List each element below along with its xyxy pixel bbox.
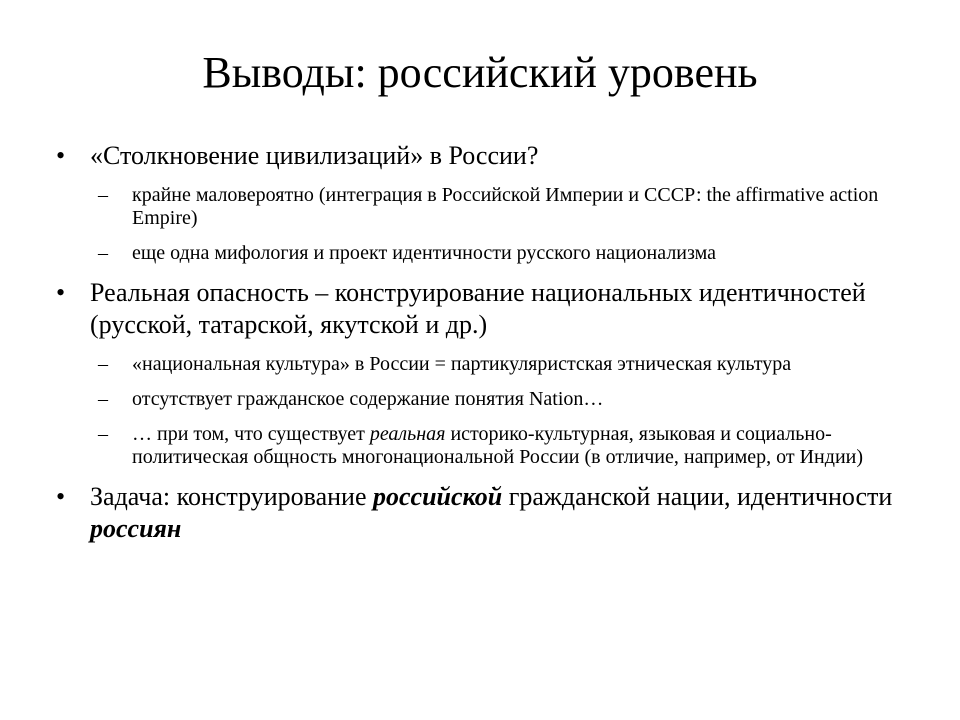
sub-bullet-item — [56, 184, 916, 230]
dash-marker: – — [98, 184, 108, 206]
sub-bullet-text-start: … при том, что существует — [132, 423, 370, 445]
dash-marker: – — [98, 388, 108, 410]
bullet-item — [56, 481, 916, 545]
dash-marker: – — [98, 242, 108, 264]
bold-italic-emphasis: россиян — [90, 514, 182, 543]
sub-bullet-text: отсутствует гражданское содержание понятия Nation… — [132, 388, 604, 410]
sub-bullet-item — [56, 353, 916, 376]
bullet-text — [90, 481, 916, 545]
dash-marker: – — [98, 353, 108, 375]
sub-bullet-item — [56, 388, 916, 411]
sub-bullet-list — [56, 184, 916, 265]
sub-bullet-text-end: историко-культурная, языковая и социально-политическая общность многонациональной России (в отличие, например, от Индии) — [132, 423, 864, 468]
bullet-text-part: Задача: конструирование — [90, 482, 373, 511]
sub-bullet-item — [56, 242, 916, 265]
bullet-item — [56, 277, 916, 341]
bullet-marker: • — [56, 482, 66, 511]
bullet-marker: • — [56, 141, 66, 170]
bullet-text-part: гражданской нации, идентичности — [502, 482, 893, 511]
sub-bullet-text: крайне маловероятно (интеграция в Российской Империи и СССР: the affirmative action Empire) — [132, 184, 879, 229]
slide-title: Выводы: российский уровень — [202, 48, 758, 97]
slide-content — [56, 140, 916, 557]
sub-bullet-item — [56, 423, 916, 469]
sub-bullet-text: еще одна мифология и проект идентичности русского национализма — [132, 242, 717, 264]
bullet-text: Реальная опасность – конструирование национальных идентичностей (русской, татарской, якутской и др.) — [90, 278, 866, 339]
bullet-text: «Столкновение цивилизаций» в России? — [90, 141, 539, 170]
italic-emphasis: реальная — [369, 423, 446, 445]
bold-italic-emphasis: российской — [373, 482, 503, 511]
sub-bullet-text — [132, 423, 916, 469]
bullet-marker: • — [56, 278, 66, 307]
dash-marker: – — [98, 423, 108, 445]
sub-bullet-list — [56, 353, 916, 469]
bullet-item — [56, 140, 916, 172]
sub-bullet-text: «национальная культура» в России = партикуляристская этническая культура — [132, 353, 792, 375]
